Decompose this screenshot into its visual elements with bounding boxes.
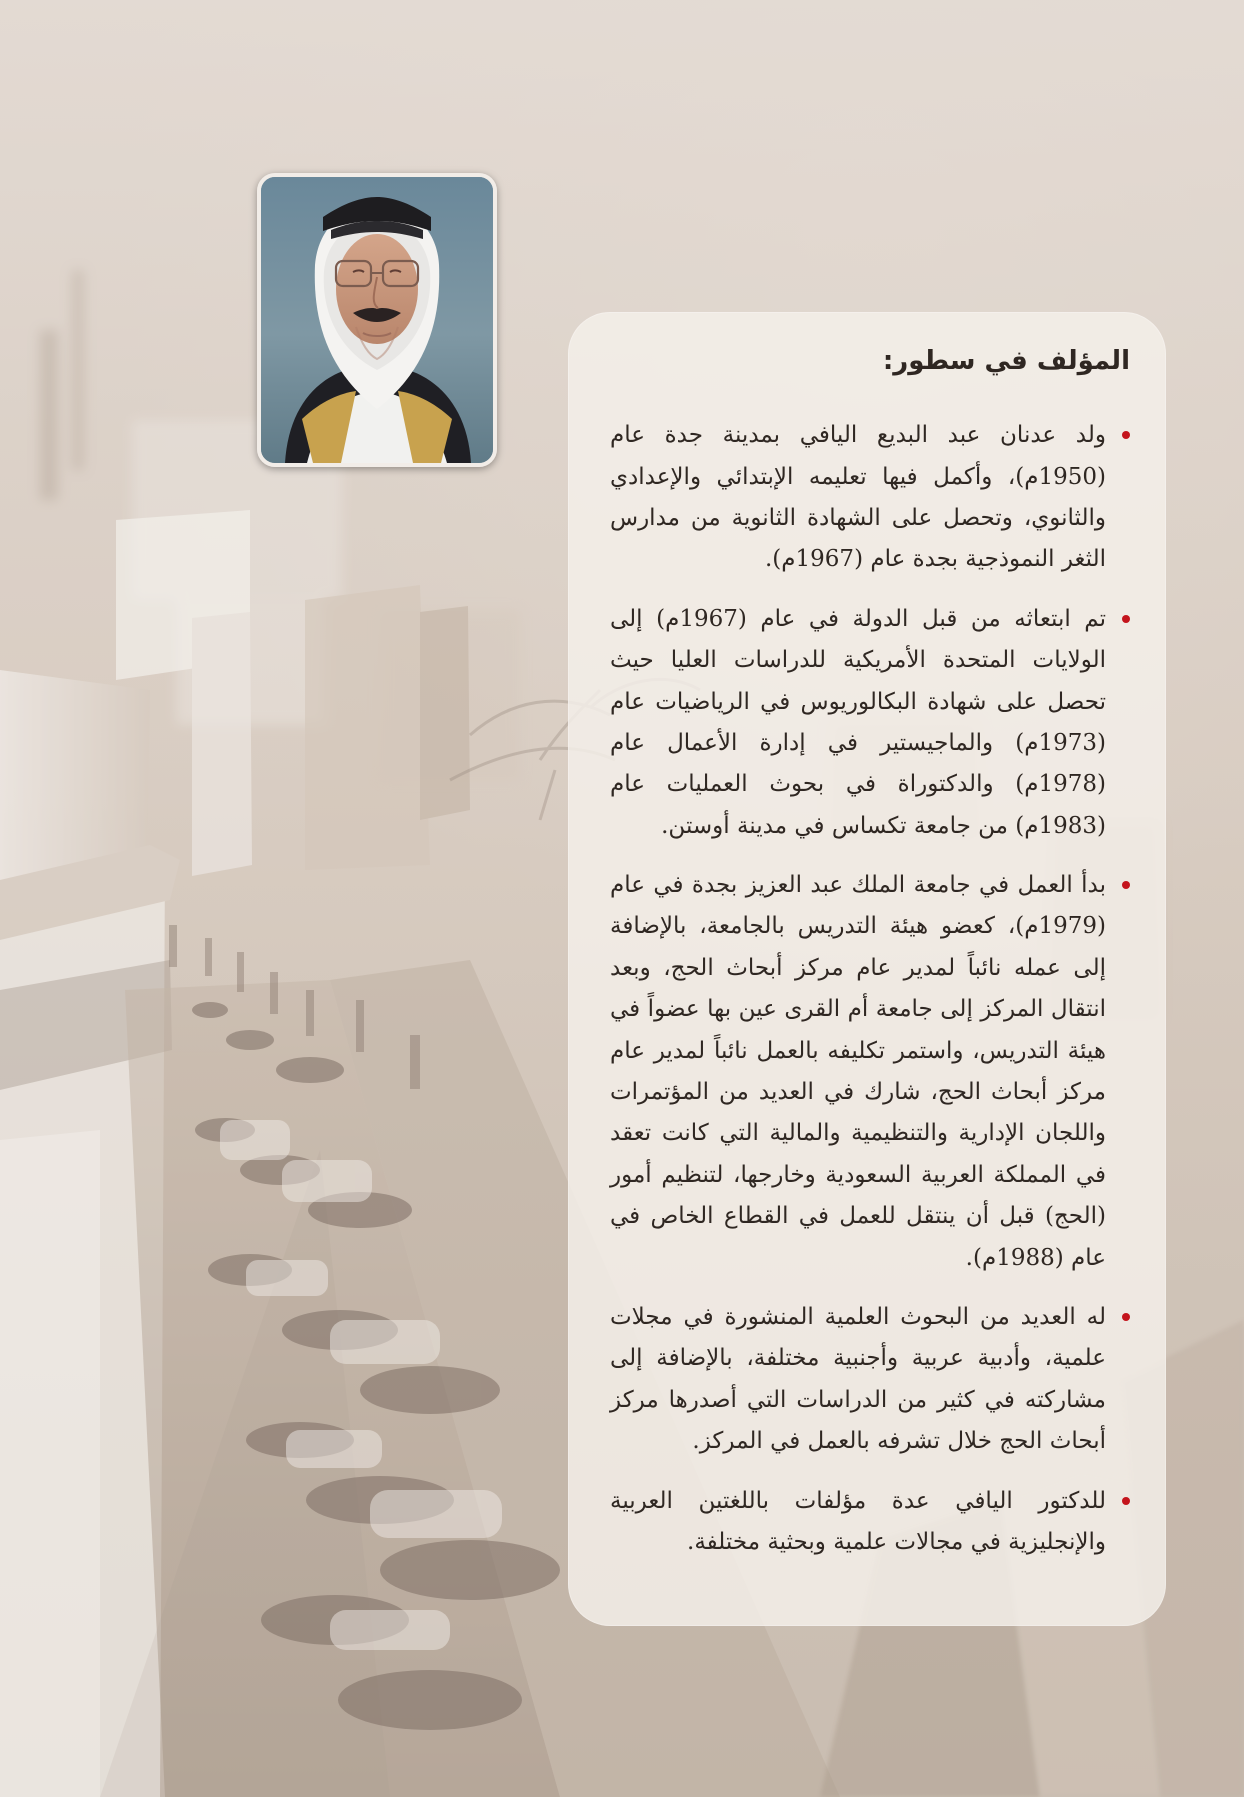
author-bio-panel — [568, 312, 1166, 1626]
bio-item-text: تم ابتعاثه من قبل الدولة في عام (1967م) إلى الولايات المتحدة الأمريكية للدراسات العليا حيث تحصل على شهادة البكالوريوس في الرياضيات عام (1973م) والماجيستير في إدارة الأعمال عام (1978م) والدكتوراة في بحوث العمليات عام (1983م) من جامعة تكساس في مدينة أوستن. — [610, 605, 1106, 839]
author-photo-illustration — [261, 177, 493, 463]
bullet-point-icon — [1122, 431, 1130, 439]
bullet-point-icon — [1122, 881, 1130, 889]
bullet-point-icon — [1122, 1497, 1130, 1505]
author-bio-content — [610, 346, 1130, 1592]
bullet-point-icon — [1122, 1313, 1130, 1321]
bio-item-birth-education — [610, 415, 1130, 581]
bio-item-text: له العديد من البحوث العلمية المنشورة في مجلات علمية، وأدبية عربية وأجنبية مختلفة، بالإضافة إلى مشاركته في كثير من الدراسات التي أصدرها مركز أبحاث الحج خلال تشرفه بالعمل في المركز. — [610, 1304, 1106, 1455]
bio-item-research — [610, 1297, 1130, 1463]
bio-item-text: بدأ العمل في جامعة الملك عبد العزيز بجدة في عام (1979م)، كعضو هيئة التدريس بالجامعة، بالإضافة إلى عمله نائباً لمدير عام مركز أبحاث الحج، وبعد انتقال المركز إلى جامعة أم القرى عين بها عضواً في هيئة التدريس، واستمر تكليفه بالعمل نائباً لمدير عام مركز أبحاث الحج، شارك في العديد من المؤتمرات واللجان الإدارية والتنظيمية والمالية التي كانت تعقد في المملكة العربية السعودية وخارجها، لتنظيم أمور (الحج) قبل أن ينتقل للعمل في القطاع الخاص في عام (1988م). — [610, 872, 1106, 1271]
bullet-point-icon — [1122, 615, 1130, 623]
bio-item-scholarship-degrees — [610, 599, 1130, 847]
bio-item-text: ولد عدنان عبد البديع اليافي بمدينة جدة عام (1950م)، وأكمل فيها تعليمه الإبتدائي والإعدادي والثانوي، وتحصل على الشهادة الثانوية من مدارس الثغر النموذجية بجدة عام (1967م). — [610, 422, 1106, 573]
bio-item-text: للدكتور اليافي عدة مؤلفات باللغتين العربية والإنجليزية في مجالات علمية وبحثية مختلفة. — [610, 1487, 1106, 1555]
bio-bullet-list — [610, 415, 1130, 1563]
bio-item-career — [610, 865, 1130, 1279]
author-portrait — [257, 173, 497, 467]
bio-item-publications — [610, 1481, 1130, 1564]
section-title: المؤلف في سطور: — [882, 346, 1130, 376]
